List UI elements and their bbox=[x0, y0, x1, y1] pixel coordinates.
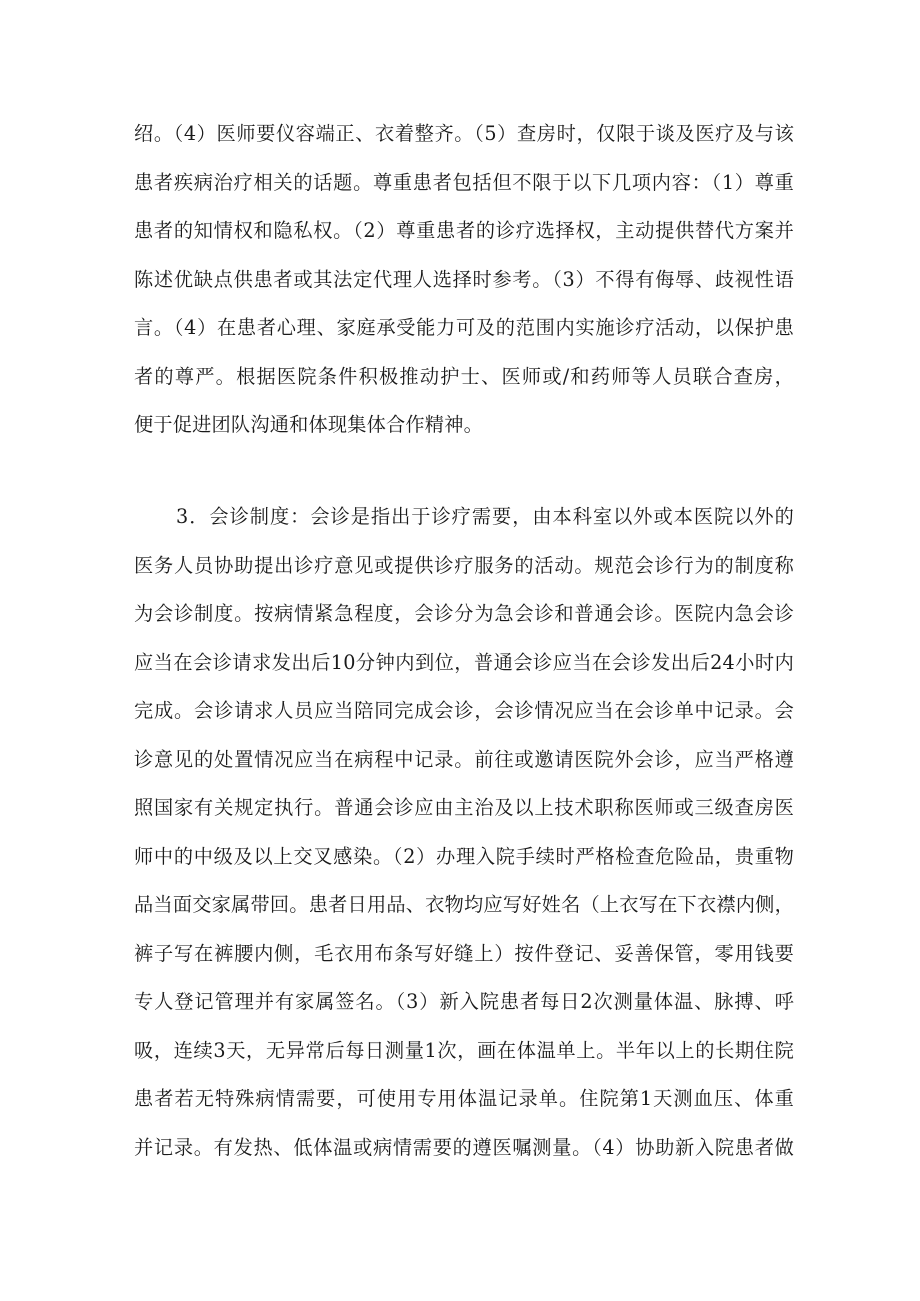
text-line: 患者若无特殊病情需要，可使用专用体温记录单。住院第1天测血压、体重 bbox=[134, 1087, 794, 1110]
text-line: 患者疾病治疗相关的话题。尊重患者包括但不限于以下几项内容：（1）尊重 bbox=[134, 170, 794, 194]
paragraph-ward-rounds-continuation bbox=[134, 110, 794, 450]
text-line: 绍。（4）医师要仪容端正、衣着整齐。（5）查房时，仅限于谈及医疗及与该 bbox=[134, 122, 794, 145]
text-line: 吸，连续3天，无异常后每日测量1次，画在体温单上。半年以上的长期住院 bbox=[134, 1038, 794, 1062]
text-line: 应当在会诊请求发出后10分钟内到位，普通会诊应当在会诊发出后24小时内 bbox=[134, 650, 794, 674]
text-line: 者的尊严。根据医院条件积极推动护士、医师或/和药师等人员联合查房， bbox=[134, 364, 794, 388]
text-line: 诊意见的处置情况应当在病程中记录。前往或邀请医院外会诊，应当严格遵 bbox=[134, 747, 794, 771]
text-line: 患者的知情权和隐私权。（2）尊重患者的诊疗选择权，主动提供替代方案并 bbox=[134, 219, 794, 242]
text-line: 师中的中级及以上交叉感染。（2）办理入院手续时严格检查危险品，贵重物 bbox=[134, 844, 794, 868]
text-line: 医务人员协助提出诊疗意见或提供诊疗服务的活动。规范会诊行为的制度称 bbox=[134, 553, 794, 577]
text-line: 言。（4）在患者心理、家庭承受能力可及的范围内实施诊疗活动，以保护患 bbox=[134, 316, 794, 339]
paragraph-consultation-system bbox=[134, 493, 794, 1172]
text-line: 专人登记管理并有家属签名。（3）新入院患者每日2次测量体温、脉搏、呼 bbox=[134, 990, 794, 1013]
text-line: 完成。会诊请求人员应当陪同完成会诊，会诊情况应当在会诊单中记录。会 bbox=[134, 699, 794, 722]
text-line: 并记录。有发热、低体温或病情需要的遵医嘱测量。（4）协助新入院患者做 bbox=[134, 1135, 794, 1159]
text-line: 便于促进团队沟通和体现集体合作精神。 bbox=[134, 413, 483, 436]
text-line: 3．会诊制度：会诊是指出于诊疗需要，由本科室以外或本医院以外的 bbox=[176, 505, 794, 528]
text-line: 陈述优缺点供患者或其法定代理人选择时参考。（3）不得有侮辱、歧视性语 bbox=[134, 267, 794, 291]
text-line: 裤子写在裤腰内侧，毛衣用布条写好缝上）按件登记、妥善保管，零用钱要 bbox=[134, 941, 794, 965]
text-line: 品当面交家属带回。患者日用品、衣物均应写好姓名（上衣写在下衣襟内侧， bbox=[134, 893, 794, 916]
text-line: 照国家有关规定执行。普通会诊应由主治及以上技术职称医师或三级查房医 bbox=[134, 796, 794, 819]
text-line: 为会诊制度。按病情紧急程度，会诊分为急会诊和普通会诊。医院内急会诊 bbox=[134, 602, 794, 625]
